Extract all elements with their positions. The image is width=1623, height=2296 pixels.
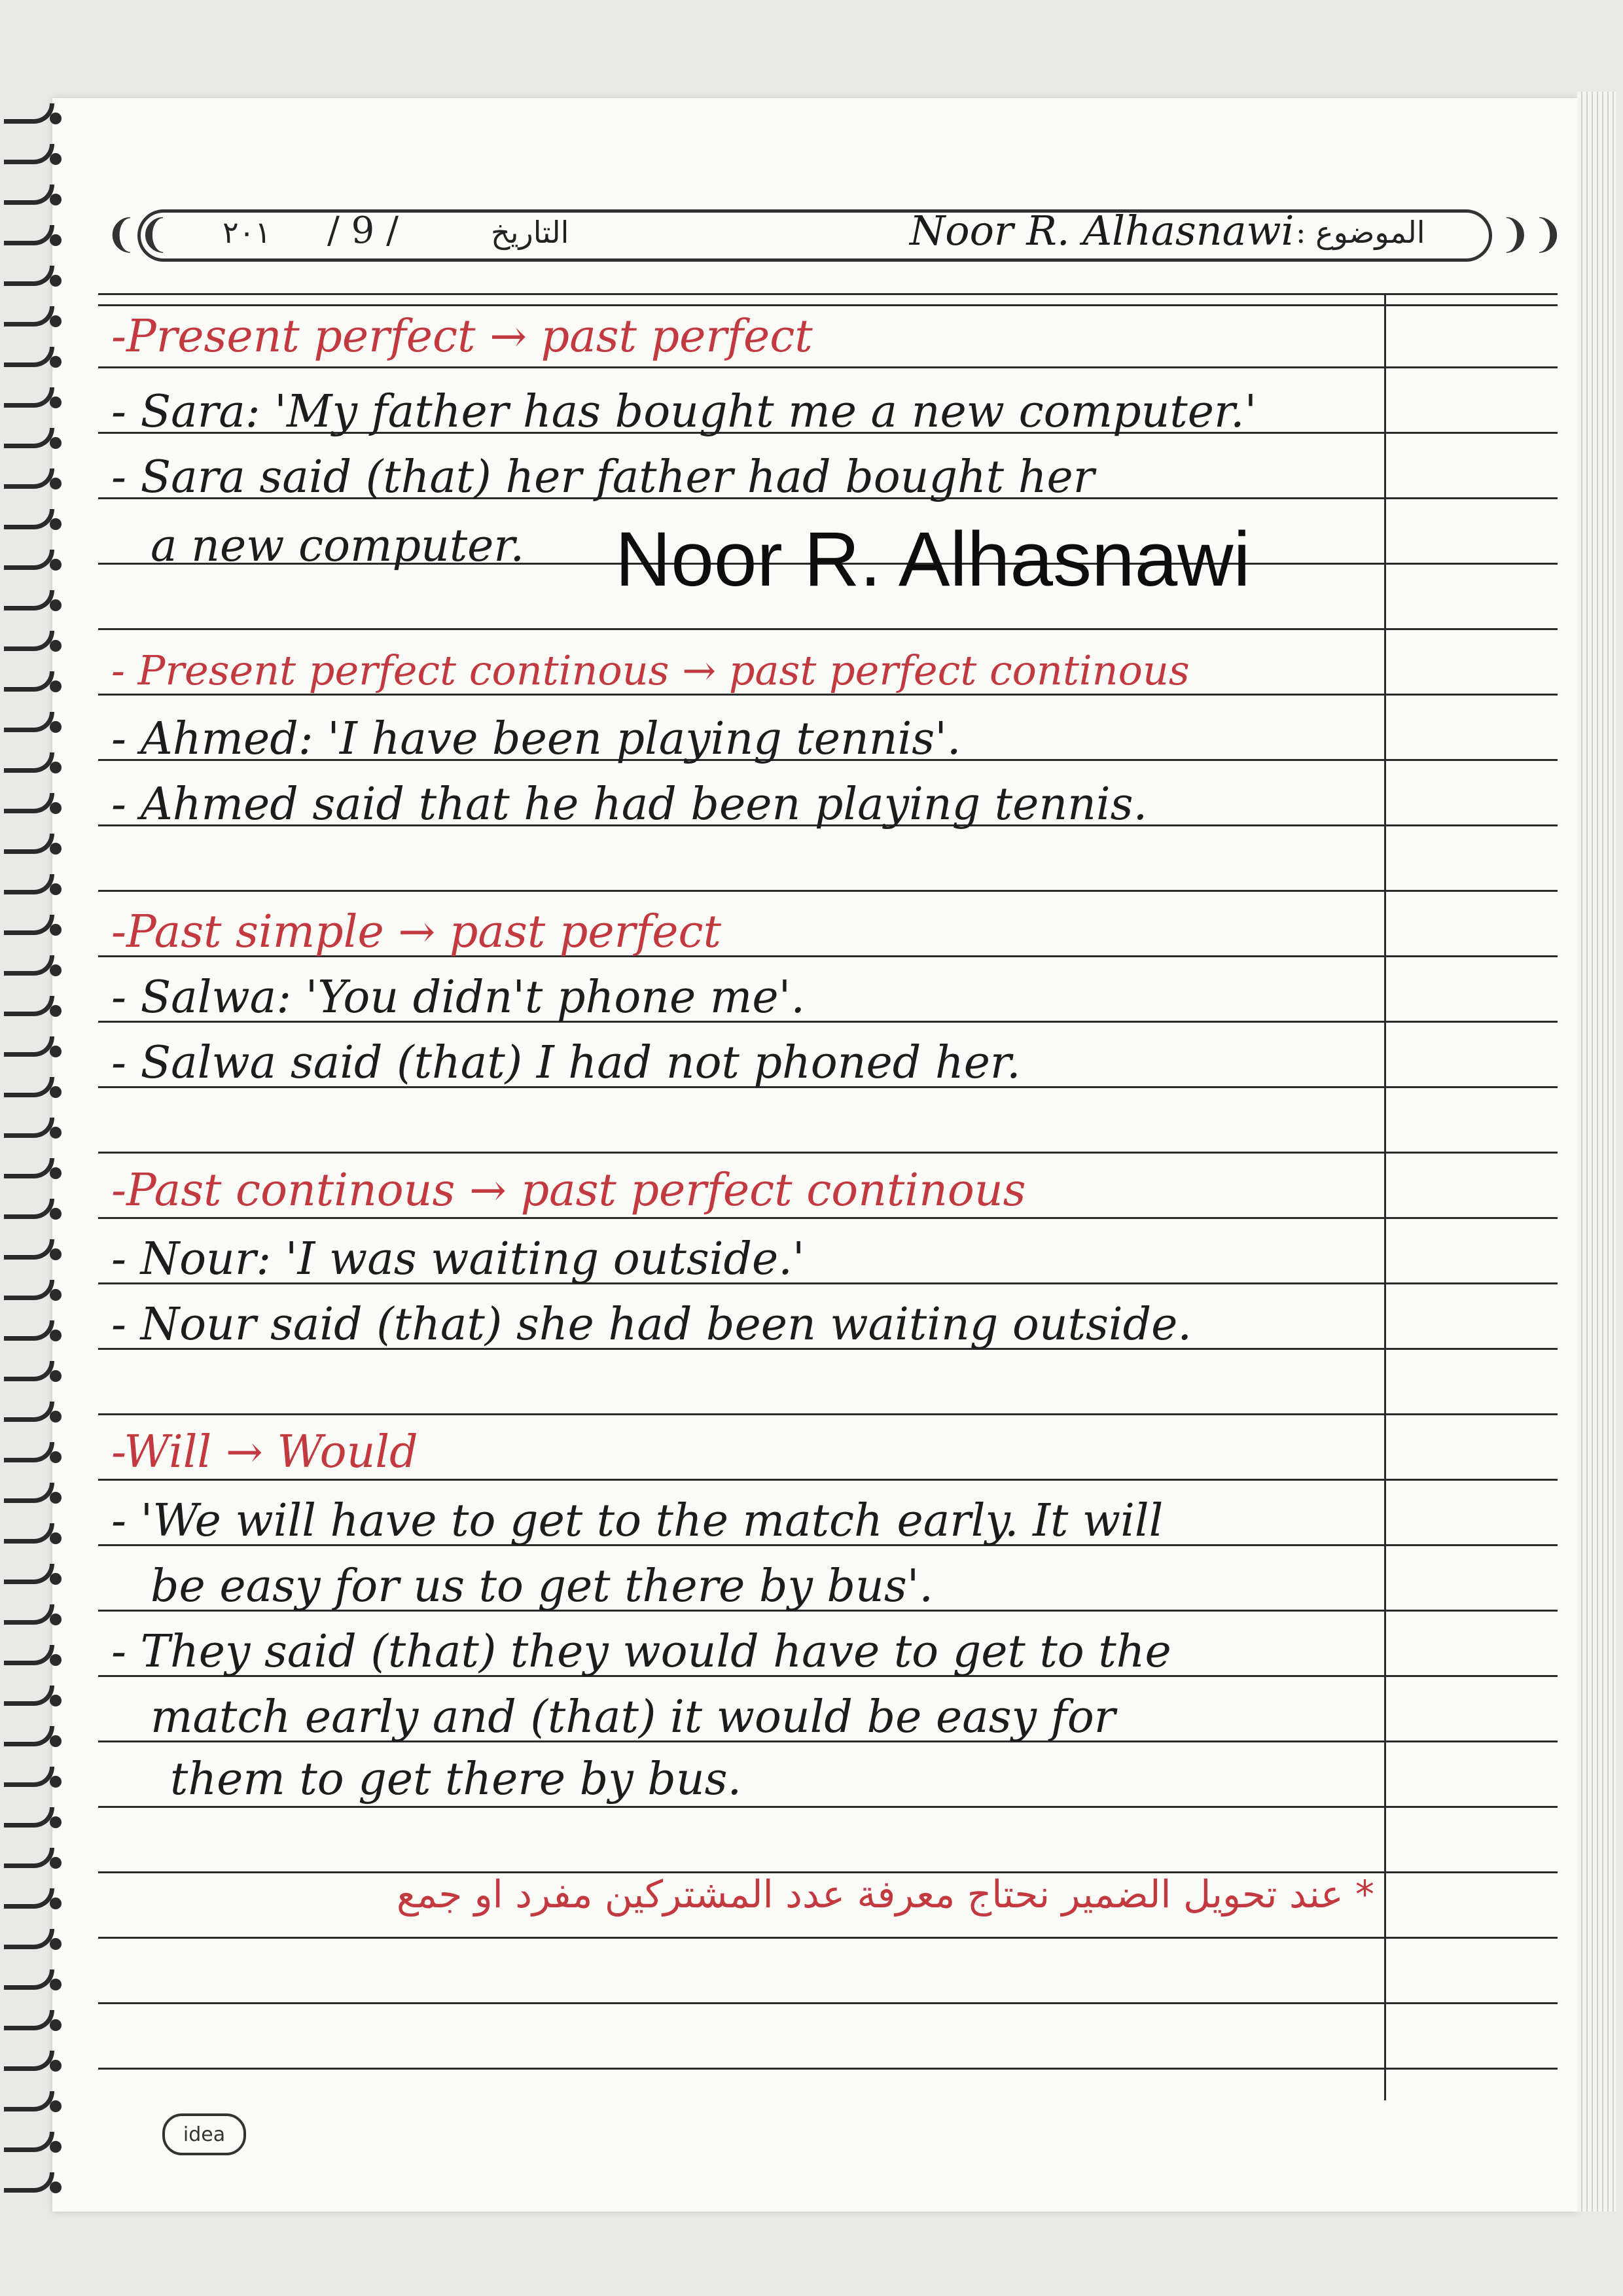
section-4-line-2: - Nour said (that) she had been waiting outside. <box>111 1299 1192 1351</box>
spiral-coil <box>0 1883 65 1913</box>
section-2-line-1: - Ahmed: 'I have been playing tennis'. <box>111 713 961 765</box>
spiral-coil <box>0 260 65 291</box>
spiral-coil <box>0 666 65 696</box>
spiral-coil <box>0 98 65 128</box>
spiral-coil <box>0 1072 65 1102</box>
section-5-line-4: match early and (that) it would be easy for <box>151 1691 1116 1743</box>
section-5-heading: -Will → Would <box>111 1426 418 1478</box>
subject-label: الموضوع : <box>1296 215 1425 250</box>
section-2-line-2: - Ahmed said that he had been playing tennis. <box>111 779 1148 830</box>
subject-value: Noor R. Alhasnawi <box>910 207 1294 255</box>
spiral-coil <box>0 1843 65 1873</box>
spiral-coil <box>0 1193 65 1224</box>
date-label: التاريخ <box>491 215 569 250</box>
spiral-coil <box>0 1640 65 1670</box>
spiral-coil <box>0 544 65 574</box>
section-1-line-2: - Sara said (that) her father had bought her <box>111 451 1095 503</box>
spiral-coil <box>0 1153 65 1183</box>
spiral-coil <box>0 1031 65 1061</box>
section-1-heading: -Present perfect → past perfect <box>111 311 813 362</box>
rule-line <box>98 1479 1558 1481</box>
section-2-heading: - Present perfect continous → past perfect continous <box>111 646 1190 694</box>
spiral-coil <box>0 869 65 899</box>
spiral-coil <box>0 301 65 331</box>
section-3-line-1: - Salwa: 'You didn't phone me'. <box>111 972 805 1023</box>
spiral-coil <box>0 1599 65 1629</box>
rule-line <box>98 628 1558 630</box>
spiral-coil <box>0 1112 65 1142</box>
spiral-coil <box>0 1234 65 1264</box>
spiral-coil <box>0 1721 65 1751</box>
spiral-coil <box>0 504 65 534</box>
spiral-coil <box>0 910 65 940</box>
rule-line <box>98 304 1558 306</box>
idea-logo <box>162 2113 246 2155</box>
left-ornament-icon: ❨❨ <box>105 211 171 257</box>
right-ornament-icon: ❩❩ <box>1499 211 1565 257</box>
spiral-coil <box>0 463 65 493</box>
page-edges <box>1577 92 1616 2212</box>
spiral-coil <box>0 382 65 412</box>
section-4-line-1: - Nour: 'I was waiting outside.' <box>111 1233 805 1285</box>
spiral-coil <box>0 1396 65 1426</box>
spiral-coil <box>0 991 65 1021</box>
margin-line <box>1384 294 1386 2100</box>
spiral-coil <box>0 2045 65 2075</box>
spiral-coil <box>0 1477 65 1508</box>
date-year: ٢٠١ <box>223 215 272 250</box>
date-value: / 9 / <box>327 209 399 252</box>
rule-line <box>98 1937 1558 1939</box>
rule-line <box>98 366 1558 368</box>
spiral-coil <box>0 2127 65 2157</box>
spiral-coil <box>0 950 65 980</box>
rule-line <box>98 2068 1558 2070</box>
spiral-coil <box>0 1559 65 1589</box>
section-1-line-3: a new computer. <box>151 520 525 572</box>
spiral-coil <box>0 1437 65 1467</box>
spiral-coil <box>0 179 65 209</box>
section-5-line-5: them to get there by bus. <box>170 1754 742 1805</box>
section-4-heading: -Past continous → past perfect continous <box>111 1165 1026 1216</box>
spiral-coil <box>0 1964 65 1994</box>
spiral-coil <box>0 2005 65 2035</box>
section-5-line-2: be easy for us to get there by bus'. <box>151 1561 934 1612</box>
section-3-line-2: - Salwa said (that) I had not phoned her. <box>111 1037 1021 1089</box>
section-5-line-3: - They said (that) they would have to get to the <box>111 1626 1171 1678</box>
rule-line <box>98 2002 1558 2004</box>
rule-line <box>98 1806 1558 1808</box>
spiral-coil <box>0 1315 65 1345</box>
spiral-coil <box>0 1761 65 1792</box>
section-5-line-1: - 'We will have to get to the match early. It will <box>111 1495 1164 1547</box>
spiral-coil <box>0 1680 65 1710</box>
logo-text: idea <box>183 2123 226 2146</box>
spiral-coil <box>0 423 65 453</box>
spiral-coil <box>0 707 65 737</box>
spiral-coil <box>0 828 65 858</box>
section-1-line-1: - Sara: 'My father has bought me a new computer.' <box>111 386 1257 438</box>
spiral-coil <box>0 220 65 250</box>
spiral-coil <box>0 1356 65 1386</box>
spiral-coil <box>0 747 65 777</box>
rule-line <box>98 293 1558 295</box>
rule-line <box>98 1217 1558 1219</box>
rule-line <box>98 1152 1558 1154</box>
page-header <box>92 190 1565 275</box>
section-3-heading: -Past simple → past perfect <box>111 906 721 958</box>
spiral-coil <box>0 1518 65 1548</box>
spiral-coil <box>0 1802 65 1832</box>
rule-line <box>98 890 1558 892</box>
spiral-coil <box>0 2167 65 2197</box>
arabic-note: * عند تحويل الضمير نحتاج معرفة عدد المشتركين مفرد او جمع <box>396 1872 1374 1916</box>
spiral-coil <box>0 139 65 169</box>
spiral-coil <box>0 1924 65 1954</box>
spiral-coil <box>0 1275 65 1305</box>
author-watermark: Noor R. Alhasnawi <box>615 516 1251 603</box>
spiral-coil <box>0 585 65 615</box>
spiral-coil <box>0 342 65 372</box>
spiral-binding <box>0 98 72 2212</box>
spiral-coil <box>0 788 65 818</box>
spiral-coil <box>0 2086 65 2116</box>
rule-line <box>98 1413 1558 1415</box>
spiral-coil <box>0 626 65 656</box>
